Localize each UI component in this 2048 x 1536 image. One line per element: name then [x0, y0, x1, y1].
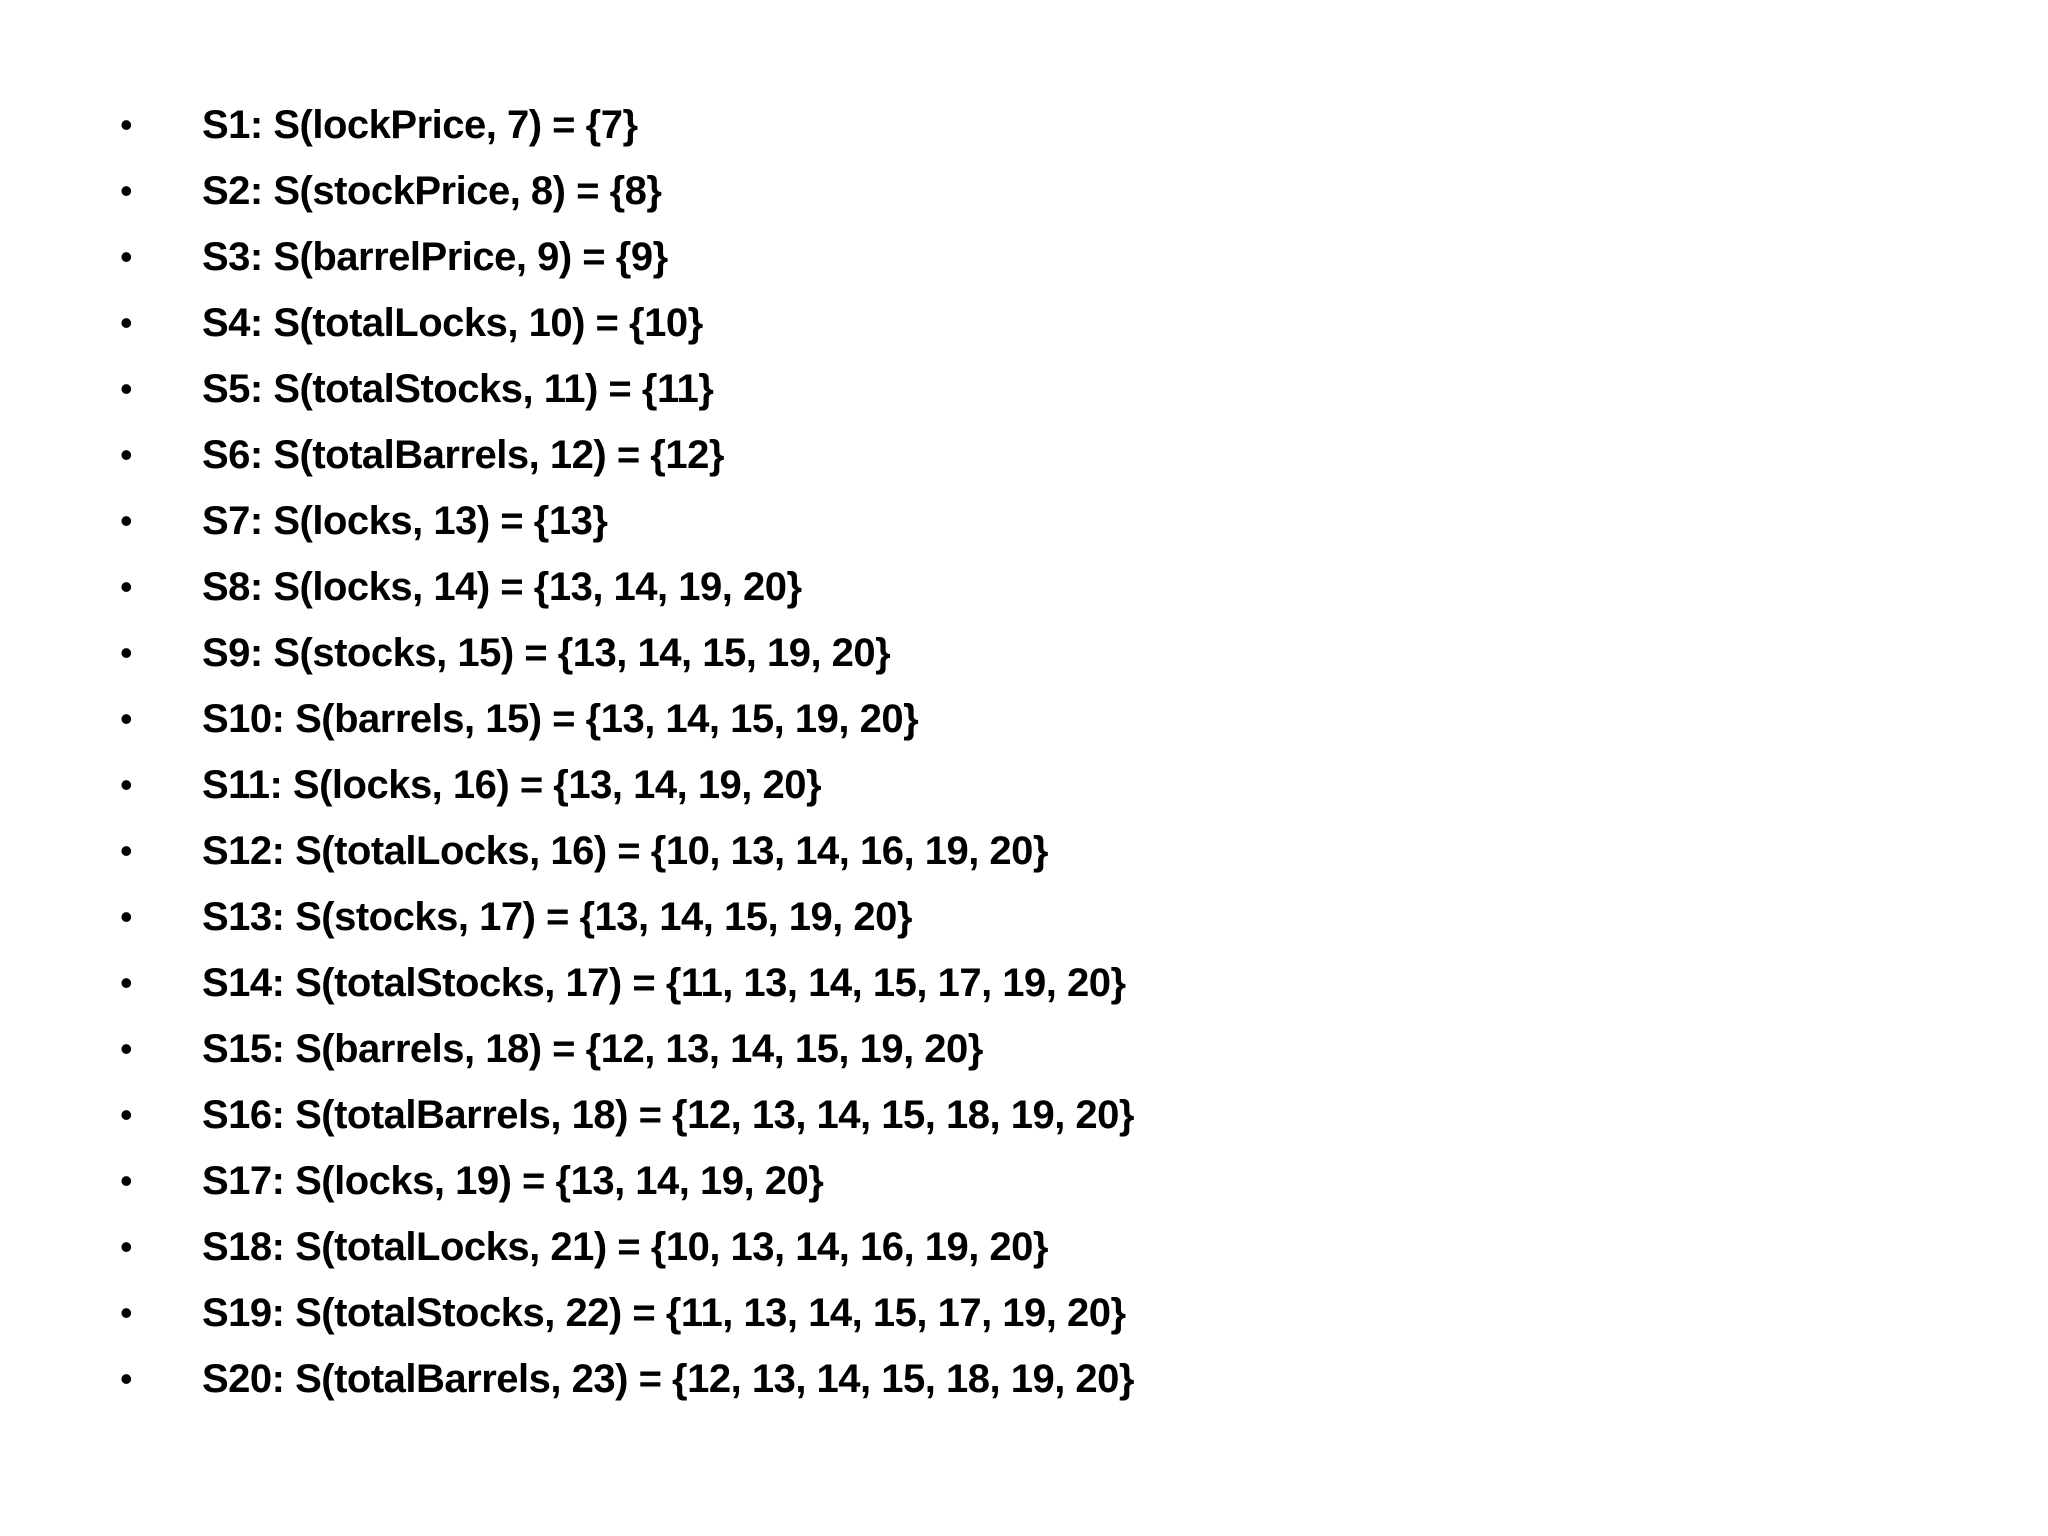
- slice-text: S18: S(totalLocks, 21) = {10, 13, 14, 16, 19, 20}: [202, 1225, 1048, 1269]
- bullet-icon: •: [120, 566, 133, 607]
- slice-text: S12: S(totalLocks, 16) = {10, 13, 14, 16, 19, 20}: [202, 829, 1048, 873]
- bullet-icon: •: [120, 1028, 133, 1069]
- bullet-icon: •: [120, 1226, 133, 1267]
- slice-text: S20: S(totalBarrels, 23) = {12, 13, 14, 15, 18, 19, 20}: [202, 1357, 1134, 1401]
- slice-text: S19: S(totalStocks, 22) = {11, 13, 14, 15, 17, 19, 20}: [202, 1291, 1126, 1335]
- bullet-icon: •: [120, 500, 133, 541]
- slice-text: S3: S(barrelPrice, 9) = {9}: [202, 235, 668, 279]
- slice-text: S1: S(lockPrice, 7) = {7}: [202, 103, 638, 147]
- bullet-icon: •: [120, 1160, 133, 1201]
- slice-text: S13: S(stocks, 17) = {13, 14, 15, 19, 20}: [202, 895, 912, 939]
- bullet-icon: •: [120, 1358, 133, 1399]
- slice-text: S8: S(locks, 14) = {13, 14, 19, 20}: [202, 565, 802, 609]
- bullet-icon: •: [120, 830, 133, 871]
- slice-text: S10: S(barrels, 15) = {13, 14, 15, 19, 20}: [202, 697, 919, 741]
- bullet-icon: •: [120, 170, 133, 211]
- slice-text: S7: S(locks, 13) = {13}: [202, 499, 608, 543]
- slice-text: S4: S(totalLocks, 10) = {10}: [202, 301, 703, 345]
- slice-text: S9: S(stocks, 15) = {13, 14, 15, 19, 20}: [202, 631, 891, 675]
- bullet-icon: •: [120, 104, 133, 145]
- bullet-icon: •: [120, 698, 133, 739]
- bullet-icon: •: [120, 764, 133, 805]
- bullet-icon: •: [120, 236, 133, 277]
- slice-text: S11: S(locks, 16) = {13, 14, 19, 20}: [202, 763, 822, 807]
- bullet-icon: •: [120, 632, 133, 673]
- bullet-icon: •: [120, 1292, 133, 1333]
- bullet-icon: •: [120, 434, 133, 475]
- slice-text: S6: S(totalBarrels, 12) = {12}: [202, 433, 724, 477]
- slice-text: S16: S(totalBarrels, 18) = {12, 13, 14, 15, 18, 19, 20}: [202, 1093, 1134, 1137]
- bullet-icon: •: [120, 302, 133, 343]
- slice-text: S5: S(totalStocks, 11) = {11}: [202, 367, 714, 411]
- slice-text: S15: S(barrels, 18) = {12, 13, 14, 15, 19, 20}: [202, 1027, 983, 1071]
- slice-text: S17: S(locks, 19) = {13, 14, 19, 20}: [202, 1159, 824, 1203]
- bullet-icon: •: [120, 896, 133, 937]
- slice-text: S2: S(stockPrice, 8) = {8}: [202, 169, 662, 213]
- bullet-icon: •: [120, 368, 133, 409]
- slice-text: S14: S(totalStocks, 17) = {11, 13, 14, 15, 17, 19, 20}: [202, 961, 1126, 1005]
- bullet-icon: •: [120, 962, 133, 1003]
- bullet-icon: •: [120, 1094, 133, 1135]
